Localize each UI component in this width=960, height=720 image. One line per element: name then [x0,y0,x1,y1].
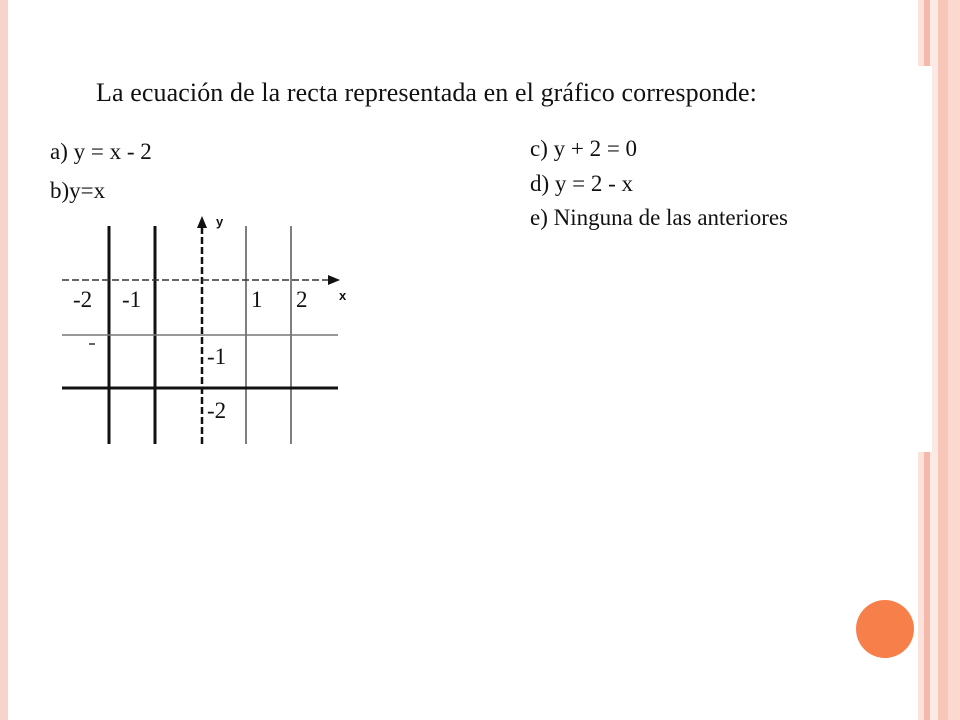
y-axis-arrow [197,216,207,228]
x-axis-arrow [328,275,340,285]
option-b: b)y=x [50,178,106,203]
x-tick-label: 1 [251,287,263,312]
option-a: a) y = x - 2 [50,139,152,164]
question-text: La ecuación de la recta representada en el gráfico corresponde: [96,78,757,107]
x-tick-label: -2 [73,287,93,312]
decor-stripe [938,0,948,720]
decor-circle [856,600,914,658]
option-c: c) y + 2 = 0 [530,136,638,161]
x-tick-label: 2 [296,287,308,312]
y-tick-label: -1 [207,344,227,369]
option-e: e) Ninguna de las anteriores [530,205,789,230]
x-tick-label: -1 [122,287,142,312]
decor-stripe [948,0,960,720]
y-tick-label: -2 [207,398,227,423]
x-axis-label: x [339,288,347,303]
option-d: d) y = 2 - x [530,171,634,196]
coordinate-grid [56,212,356,448]
y-axis-label: y [216,214,224,229]
grid-svg [56,212,356,448]
